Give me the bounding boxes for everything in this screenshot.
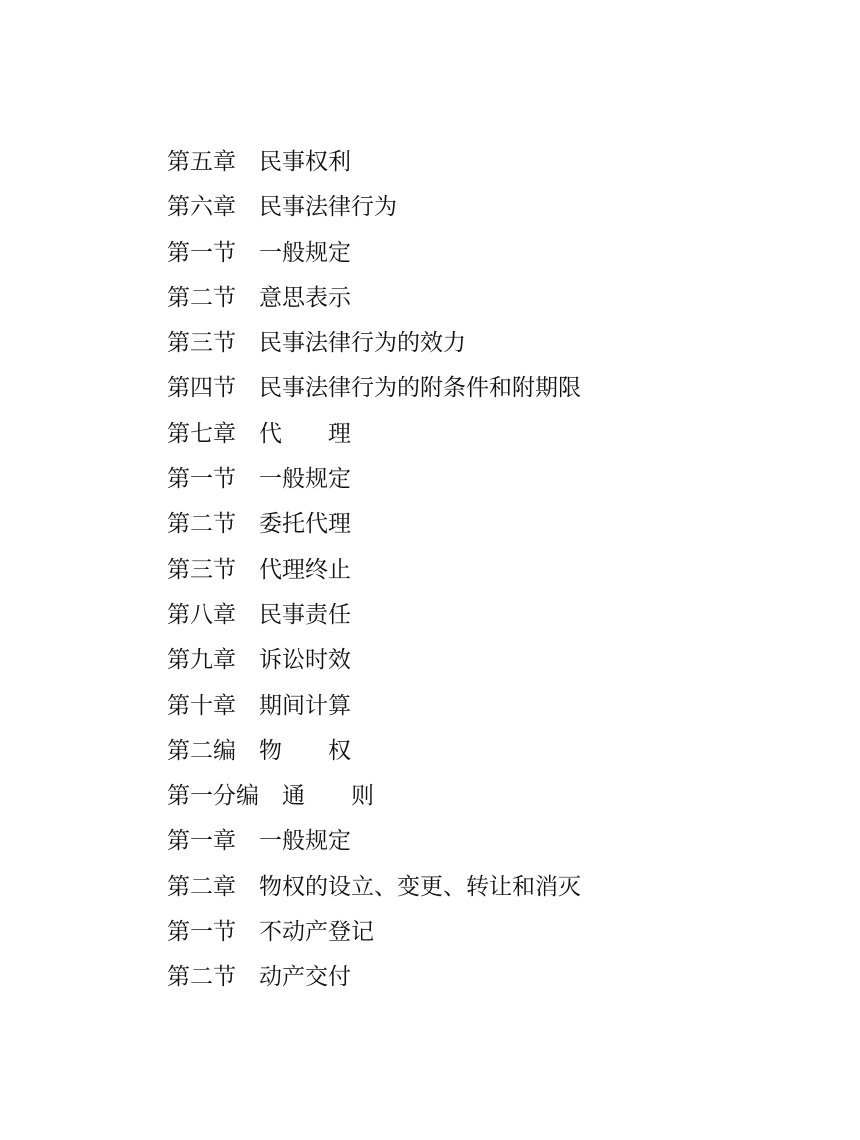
toc-line: 第十章 期间计算 bbox=[167, 692, 351, 719]
toc-line: 第四节 民事法律行为的附条件和附期限 bbox=[167, 375, 581, 402]
toc-line: 第三节 代理终止 bbox=[167, 556, 351, 583]
toc-line: 第一分编 通 则 bbox=[167, 783, 374, 810]
toc-line: 第二节 委托代理 bbox=[167, 511, 351, 538]
toc-line: 第七章 代 理 bbox=[167, 420, 351, 447]
toc-line: 第五章 民事权利 bbox=[167, 149, 351, 175]
table-of-contents bbox=[167, 140, 581, 1001]
toc-line: 第六章 民事法律行为 bbox=[167, 194, 397, 221]
toc-line: 第二节 意思表示 bbox=[167, 284, 351, 311]
toc-line: 第一节 不动产登记 bbox=[167, 919, 374, 946]
toc-line: 第八章 民事责任 bbox=[167, 601, 351, 628]
toc-line: 第一章 一般规定 bbox=[167, 828, 351, 855]
toc-line: 第三节 民事法律行为的效力 bbox=[167, 330, 466, 357]
toc-line: 第九章 诉讼时效 bbox=[167, 647, 351, 674]
toc-line: 第二编 物 权 bbox=[167, 737, 351, 764]
toc-line: 第二节 动产交付 bbox=[167, 964, 351, 991]
toc-line: 第一节 一般规定 bbox=[167, 239, 351, 266]
toc-line: 第一节 一般规定 bbox=[167, 466, 351, 493]
toc-line: 第二章 物权的设立、变更、转让和消灭 bbox=[167, 873, 581, 900]
